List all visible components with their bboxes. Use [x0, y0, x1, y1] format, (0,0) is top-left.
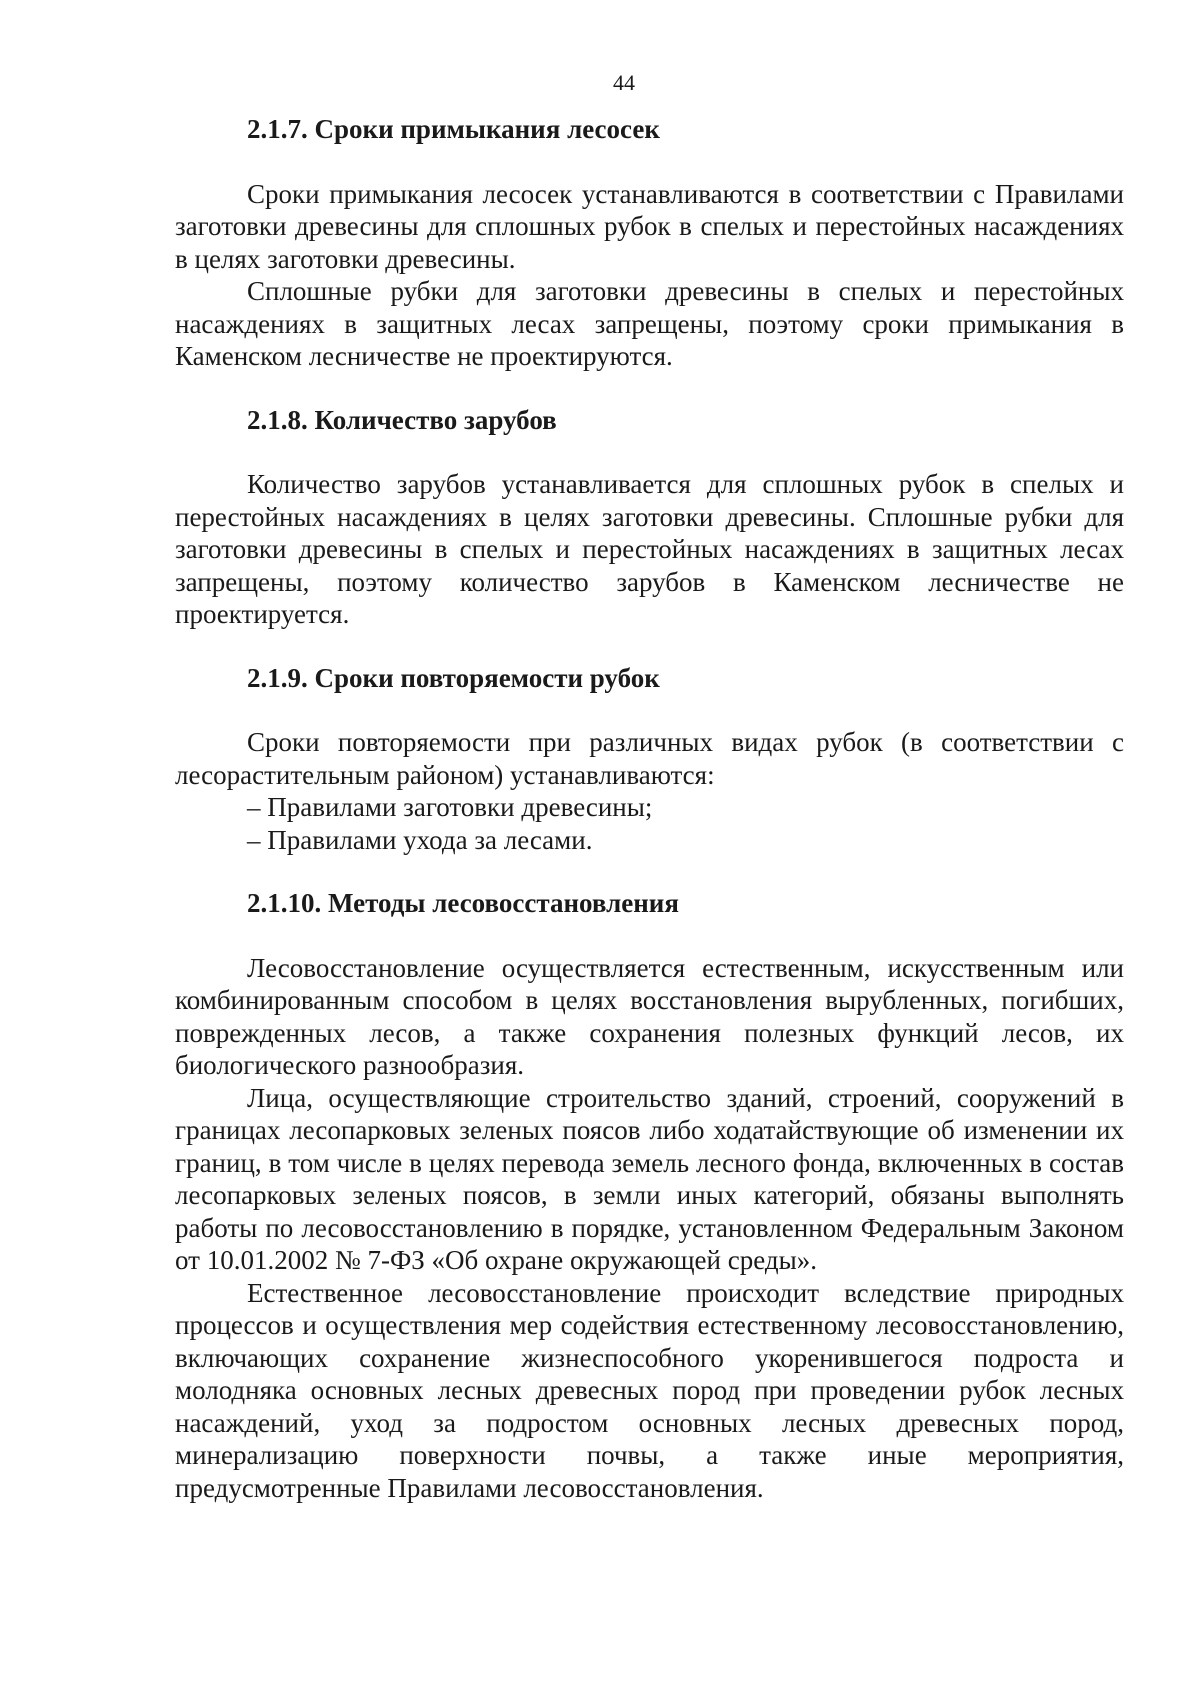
section-reforestation-methods: [175, 887, 1124, 1504]
paragraph: Лесовосстановление осуществляется естественным, искусственным или комбинированным способом в целях восстановления вырубленных, погибших, поврежденных лесов, а также сохранения полезных функций лесов, их биологического разнообразия.: [175, 952, 1124, 1080]
section-adjacency-terms: [175, 113, 1124, 373]
section-cut-count: [175, 404, 1124, 631]
page-content: [175, 113, 1124, 1504]
section-felling-recurrence: [175, 662, 1124, 857]
paragraph: Естественное лесовосстановление происходит вследствие природных процессов и осуществления мер содействия естественному лесовосстановлению, включающих сохранение жизнеспособного укоренившегося подроста и молодняка основных лесных древесных пород при проведении рубок лесных насаждений, уход за подростом основных лесных древесных пород, минерализацию поверхности почвы, а также иные мероприятия, предусмотренные Правилами лесовосстановления.: [175, 1277, 1124, 1503]
paragraph: Сроки повторяемости при различных видах рубок (в соответствии с лесорастительным районом) устанавливаются:: [175, 727, 1124, 790]
paragraph: Сплошные рубки для заготовки древесины в спелых и перестойных насаждениях в защитных лесах запрещены, поэтому сроки примыкания в Каменском лесничестве не проектируются.: [175, 276, 1124, 371]
section-heading: 2.1.8. Количество зарубов: [247, 404, 557, 435]
page-number: 44: [613, 70, 635, 95]
paragraph: Лица, осуществляющие строительство зданий, строений, сооружений в границах лесопарковых зеленых поясов либо ходатайствующие об изменении их границ, в том числе в целях перевода земель лесного фонда, включенных в состав лесопарковых зеленых поясов, в земли иных категорий, обязаны выполнять работы по лесовосстановлению в порядке, установленном Федеральным Законом от 10.01.2002 № 7-ФЗ «Об охране окружающей среды».: [175, 1082, 1124, 1275]
list-item: – Правилами ухода за лесами.: [247, 824, 593, 855]
section-heading: 2.1.7. Сроки примыкания лесосек: [247, 114, 660, 144]
paragraph: Сроки примыкания лесосек устанавливаются в соответствии с Правилами заготовки древесины для сплошных рубок в спелых и перестойных насаждениях в целях заготовки древесины.: [175, 178, 1124, 274]
section-heading: 2.1.9. Сроки повторяемости рубок: [247, 662, 660, 693]
section-heading: 2.1.10. Методы лесовосстановления: [247, 888, 679, 918]
paragraph: Количество зарубов устанавливается для сплошных рубок в спелых и перестойных насаждениях в целях заготовки древесины. Сплошные рубки для заготовки древесины в спелых и перестойных насаждениях в защитных лесах запрещены, поэтому количество зарубов в Каменском лесничестве не проектируется.: [175, 469, 1124, 629]
list-item: – Правилами заготовки древесины;: [247, 792, 653, 822]
